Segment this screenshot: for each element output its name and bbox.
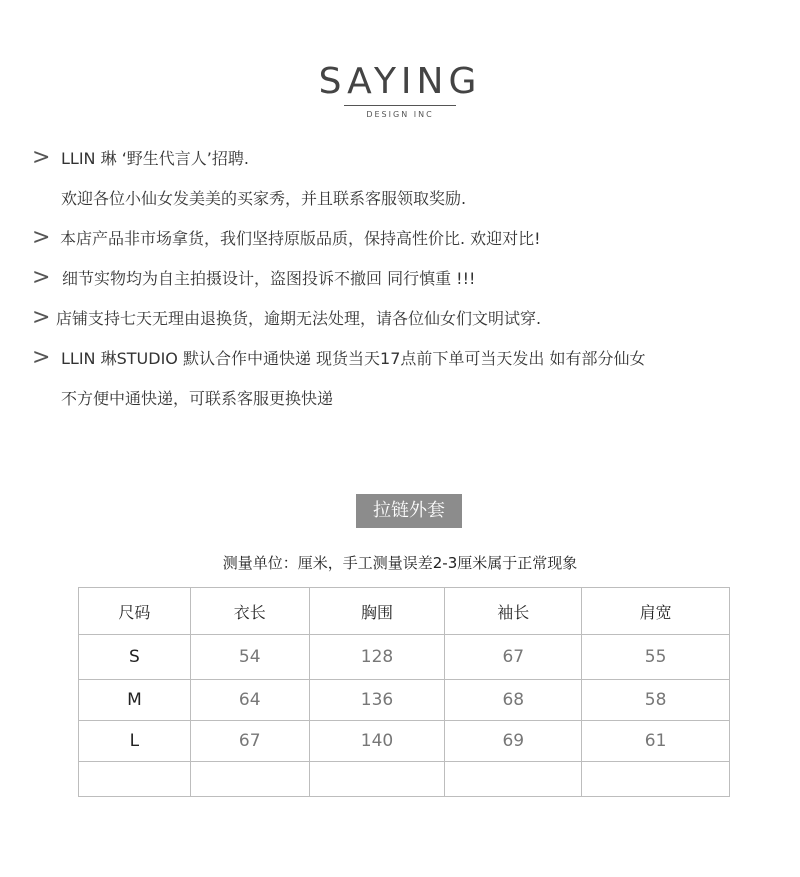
table-cell (190, 762, 309, 797)
arrow-icon: > (32, 145, 51, 170)
logo-divider (344, 105, 456, 106)
table-row (79, 680, 730, 721)
header-cell: 尺码 (79, 588, 191, 635)
table-cell (79, 762, 191, 797)
size-table (78, 587, 730, 797)
table-cell: 61 (582, 721, 730, 762)
note-line (32, 344, 772, 374)
product-label: 拉链外套 (356, 494, 462, 528)
brand-logo (0, 60, 800, 119)
table-row (79, 635, 730, 680)
header-cell: 胸围 (309, 588, 445, 635)
note-line (32, 264, 772, 294)
note-text: LLIN 琳STUDIO 默认合作中通快递 现货当天17点前下单可当天发出 如有部分仙女 (61, 349, 646, 368)
table-cell: 64 (190, 680, 309, 721)
note-text: LLIN 琳 ‘野生代言人’招聘. (61, 149, 249, 168)
table-cell (445, 762, 582, 797)
logo-subtitle: DESIGN INC (366, 110, 434, 119)
table-row (79, 721, 730, 762)
note-text: 不方便中通快递，可联系客服更换快递 (61, 389, 334, 408)
table-cell: 128 (309, 635, 445, 680)
note-text: 细节实物均为自主拍摄设计，盗图投诉不撤回 同行慎重 !!! (62, 269, 476, 288)
table-cell (309, 762, 445, 797)
table-header-row (79, 588, 730, 635)
note-line (32, 184, 772, 214)
note-line (32, 144, 772, 174)
table-cell: 67 (445, 635, 582, 680)
table-cell: 68 (445, 680, 582, 721)
note-text: 欢迎各位小仙女发美美的买家秀，并且联系客服领取奖励. (61, 189, 467, 208)
header-cell: 肩宽 (582, 588, 730, 635)
arrow-icon: > (32, 305, 51, 330)
table-cell: 140 (309, 721, 445, 762)
header-cell: 衣长 (190, 588, 309, 635)
table-cell: 69 (445, 721, 582, 762)
note-line (32, 304, 772, 334)
size-cell: L (79, 721, 191, 762)
table-cell (582, 762, 730, 797)
table-cell: 136 (309, 680, 445, 721)
table-row-empty (79, 762, 730, 797)
arrow-icon: > (32, 265, 51, 290)
note-text: 店铺支持七天无理由退换货，逾期无法处理，请各位仙女们文明试穿. (56, 309, 542, 328)
table-cell: 58 (582, 680, 730, 721)
arrow-icon: > (32, 345, 51, 370)
size-cell: M (79, 680, 191, 721)
table-cell: 67 (190, 721, 309, 762)
arrow-icon: > (32, 225, 51, 250)
logo-title: SAYING (318, 61, 482, 102)
header-cell: 袖长 (445, 588, 582, 635)
table-cell: 54 (190, 635, 309, 680)
measure-note: 测量单位：厘米，手工测量误差2-3厘米属于正常现象 (222, 554, 578, 572)
table-cell: 55 (582, 635, 730, 680)
note-line (32, 384, 772, 414)
size-cell: S (79, 635, 191, 680)
note-line (32, 224, 772, 254)
note-text: 本店产品非市场拿货，我们坚持原版品质，保持高性价比. 欢迎对比! (60, 229, 541, 248)
